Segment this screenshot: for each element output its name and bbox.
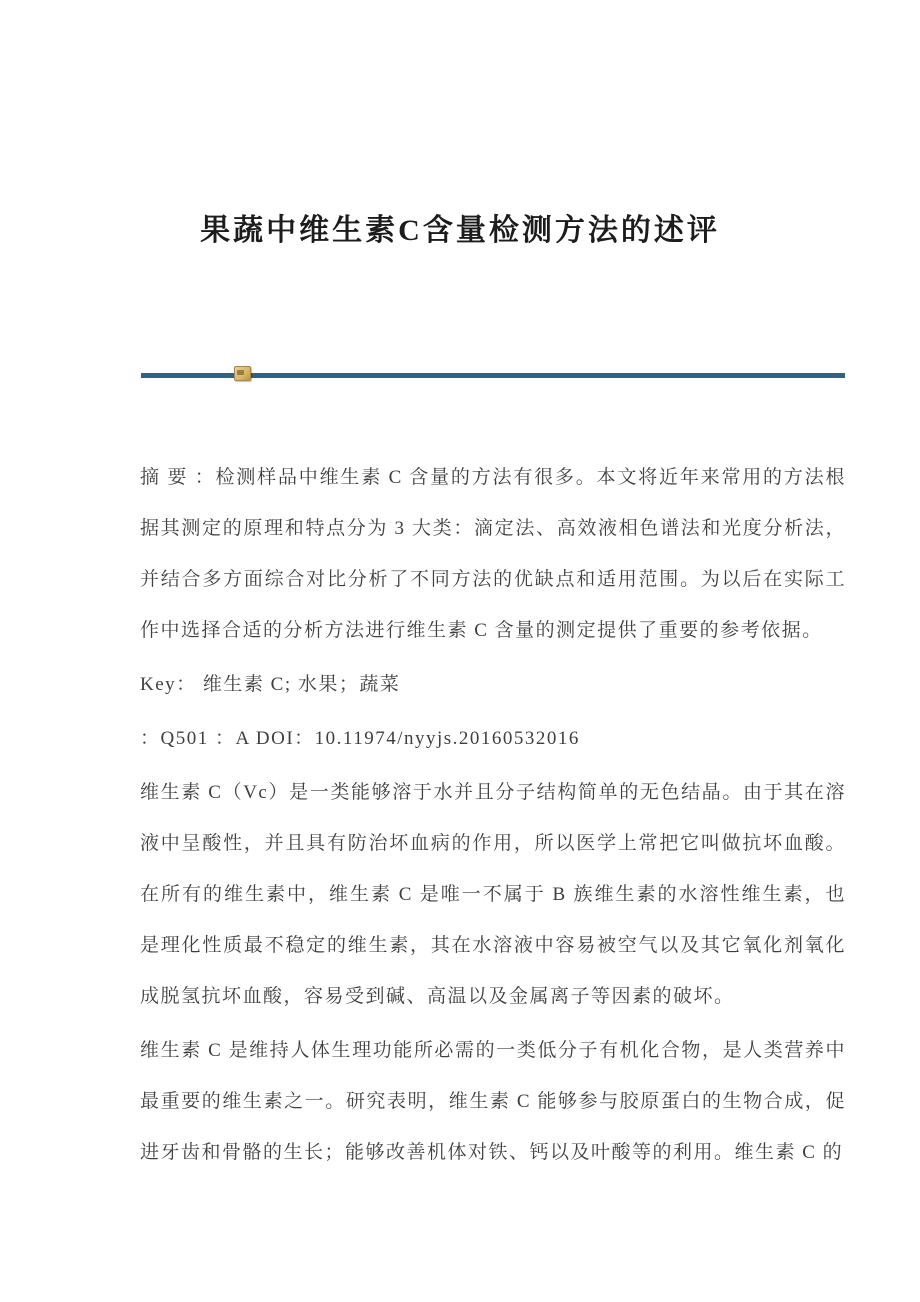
- clipart-thumbnail-icon: [234, 366, 251, 381]
- body-paragraph-2: 维生素 C 是维持人体生理功能所必需的一类低分子有机化合物，是人类营养中最重要的维生素之一。研究表明，维生素 C 能够参与胶原蛋白的生物合成，促进牙齿和骨骼的生长；能够改善机体对铁、钙以及叶酸等的利用。维生素 C 的: [140, 1040, 846, 1163]
- body-paragraph-1: 维生素 C（Vc）是一类能够溶于水并且分子结构简单的无色结晶。由于其在溶液中呈酸性，并且具有防治坏血病的作用，所以医学上常把它叫做抗坏血酸。在所有的维生素中，维生素 C 是唯一不属于 B 族维生素的水溶性维生素，也是理化性质最不稳定的维生素，其在水溶液中容易被空气以及其它氧化剂氧化成脱氢抗坏血酸，容易受到碱、高温以及金属离子等因素的破坏。: [140, 782, 846, 1007]
- divider-rule: [141, 373, 845, 378]
- abstract-paragraph: 摘 要 ：检测样品中维生素 C 含量的方法有很多。本文将近年来常用的方法根据其测定的原理和特点分为 3 大类：滴定法、高效液相色谱法和光度分析法，并结合多方面综合对比分析了不同方法的优缺点和适用范围。为以后在实际工作中选择合适的分析方法进行维生素 C 含量的测定提供了重要的参考依据。: [140, 467, 846, 641]
- document-body: [140, 452, 846, 1181]
- keywords-line: Key： 维生素 C; 水果；蔬菜: [140, 674, 401, 695]
- document-title: 果蔬中维生素C含量检测方法的述评: [200, 214, 720, 247]
- classification-doi-line: ：Q501 ：A DOI：10.11974/nyyjs.20160532016: [140, 728, 580, 749]
